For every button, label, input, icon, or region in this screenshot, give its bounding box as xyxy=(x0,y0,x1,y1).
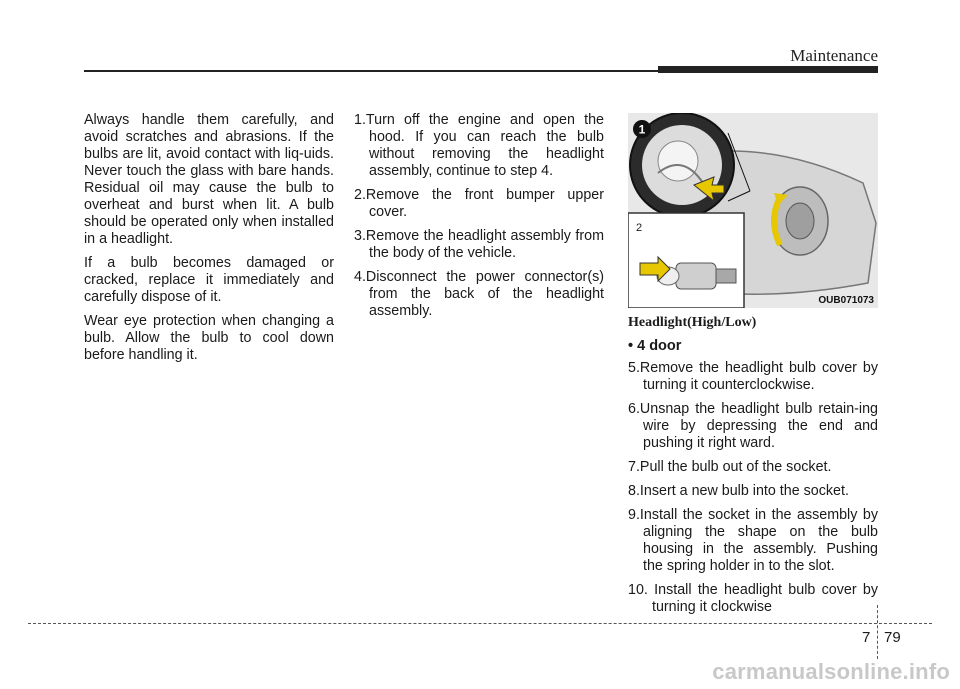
column-2 xyxy=(354,112,604,327)
paragraph: Wear eye protection when changing a bulb. Allow the bulb to cool down before handling it. xyxy=(84,313,334,363)
bulb-socket xyxy=(676,263,716,289)
step-9: 9.Install the socket in the assembly by aligning the shape on the bulb housing in the assembly. Pushing the spring holder in to the slot. xyxy=(628,507,878,574)
step-7: 7.Pull the bulb out of the socket. xyxy=(628,459,832,475)
step-3: 3.Remove the headlight assembly from the body of the vehicle. xyxy=(354,228,604,261)
header-rule-accent xyxy=(658,66,878,73)
chapter-number: 7 xyxy=(862,629,871,646)
step-6: 6.Unsnap the headlight bulb retain-ing wire by depressing the end and pushing it right ward. xyxy=(628,401,878,451)
step-10: 10. Install the headlight bulb cover by turning it clockwise xyxy=(628,582,878,615)
headlight-drawing xyxy=(628,113,878,308)
watermark: carmanualsonline.info xyxy=(712,659,950,684)
bullet-label: • 4 door xyxy=(628,338,682,354)
inset-box xyxy=(628,213,744,308)
figure-code: OUB071073 xyxy=(818,295,874,306)
footer-vertical-divider xyxy=(877,605,878,659)
column-3 xyxy=(628,314,878,623)
page-number: 79 xyxy=(884,629,901,646)
headlight-illustration xyxy=(628,113,878,308)
callout-2-label: 2 xyxy=(636,222,643,234)
column-1 xyxy=(84,112,334,371)
step-4: 4.Disconnect the power connector(s) from the back of the headlight assembly. xyxy=(354,269,604,319)
callout-1-label: 1 xyxy=(638,122,646,137)
step-2: 2.Remove the front bumper upper cover. xyxy=(354,187,604,220)
paragraph: If a bulb becomes damaged or cracked, replace it immediately and carefully dispose of it. xyxy=(84,255,334,305)
header-rule xyxy=(84,70,658,72)
paragraph: Always handle them carefully, and avoid scratches and abrasions. If the bulbs are lit, avoid contact with liq-uids. Never touch the glass with bare hands. Residual oil may cause the bulb to overheat and burst when lit. A bulb should be operated only when installed in a headlight. xyxy=(84,112,334,247)
step-5: 5.Remove the headlight bulb cover by turning it counterclockwise. xyxy=(628,360,878,393)
section-heading: Headlight(High/Low) xyxy=(628,315,757,330)
section-title: Maintenance xyxy=(790,46,878,65)
step-8: 8.Insert a new bulb into the socket. xyxy=(628,483,849,499)
footer-divider xyxy=(28,623,932,624)
step-1: 1.Turn off the engine and open the hood. If you can reach the bulb without removing the headlight assembly, continue to step 4. xyxy=(354,112,604,179)
